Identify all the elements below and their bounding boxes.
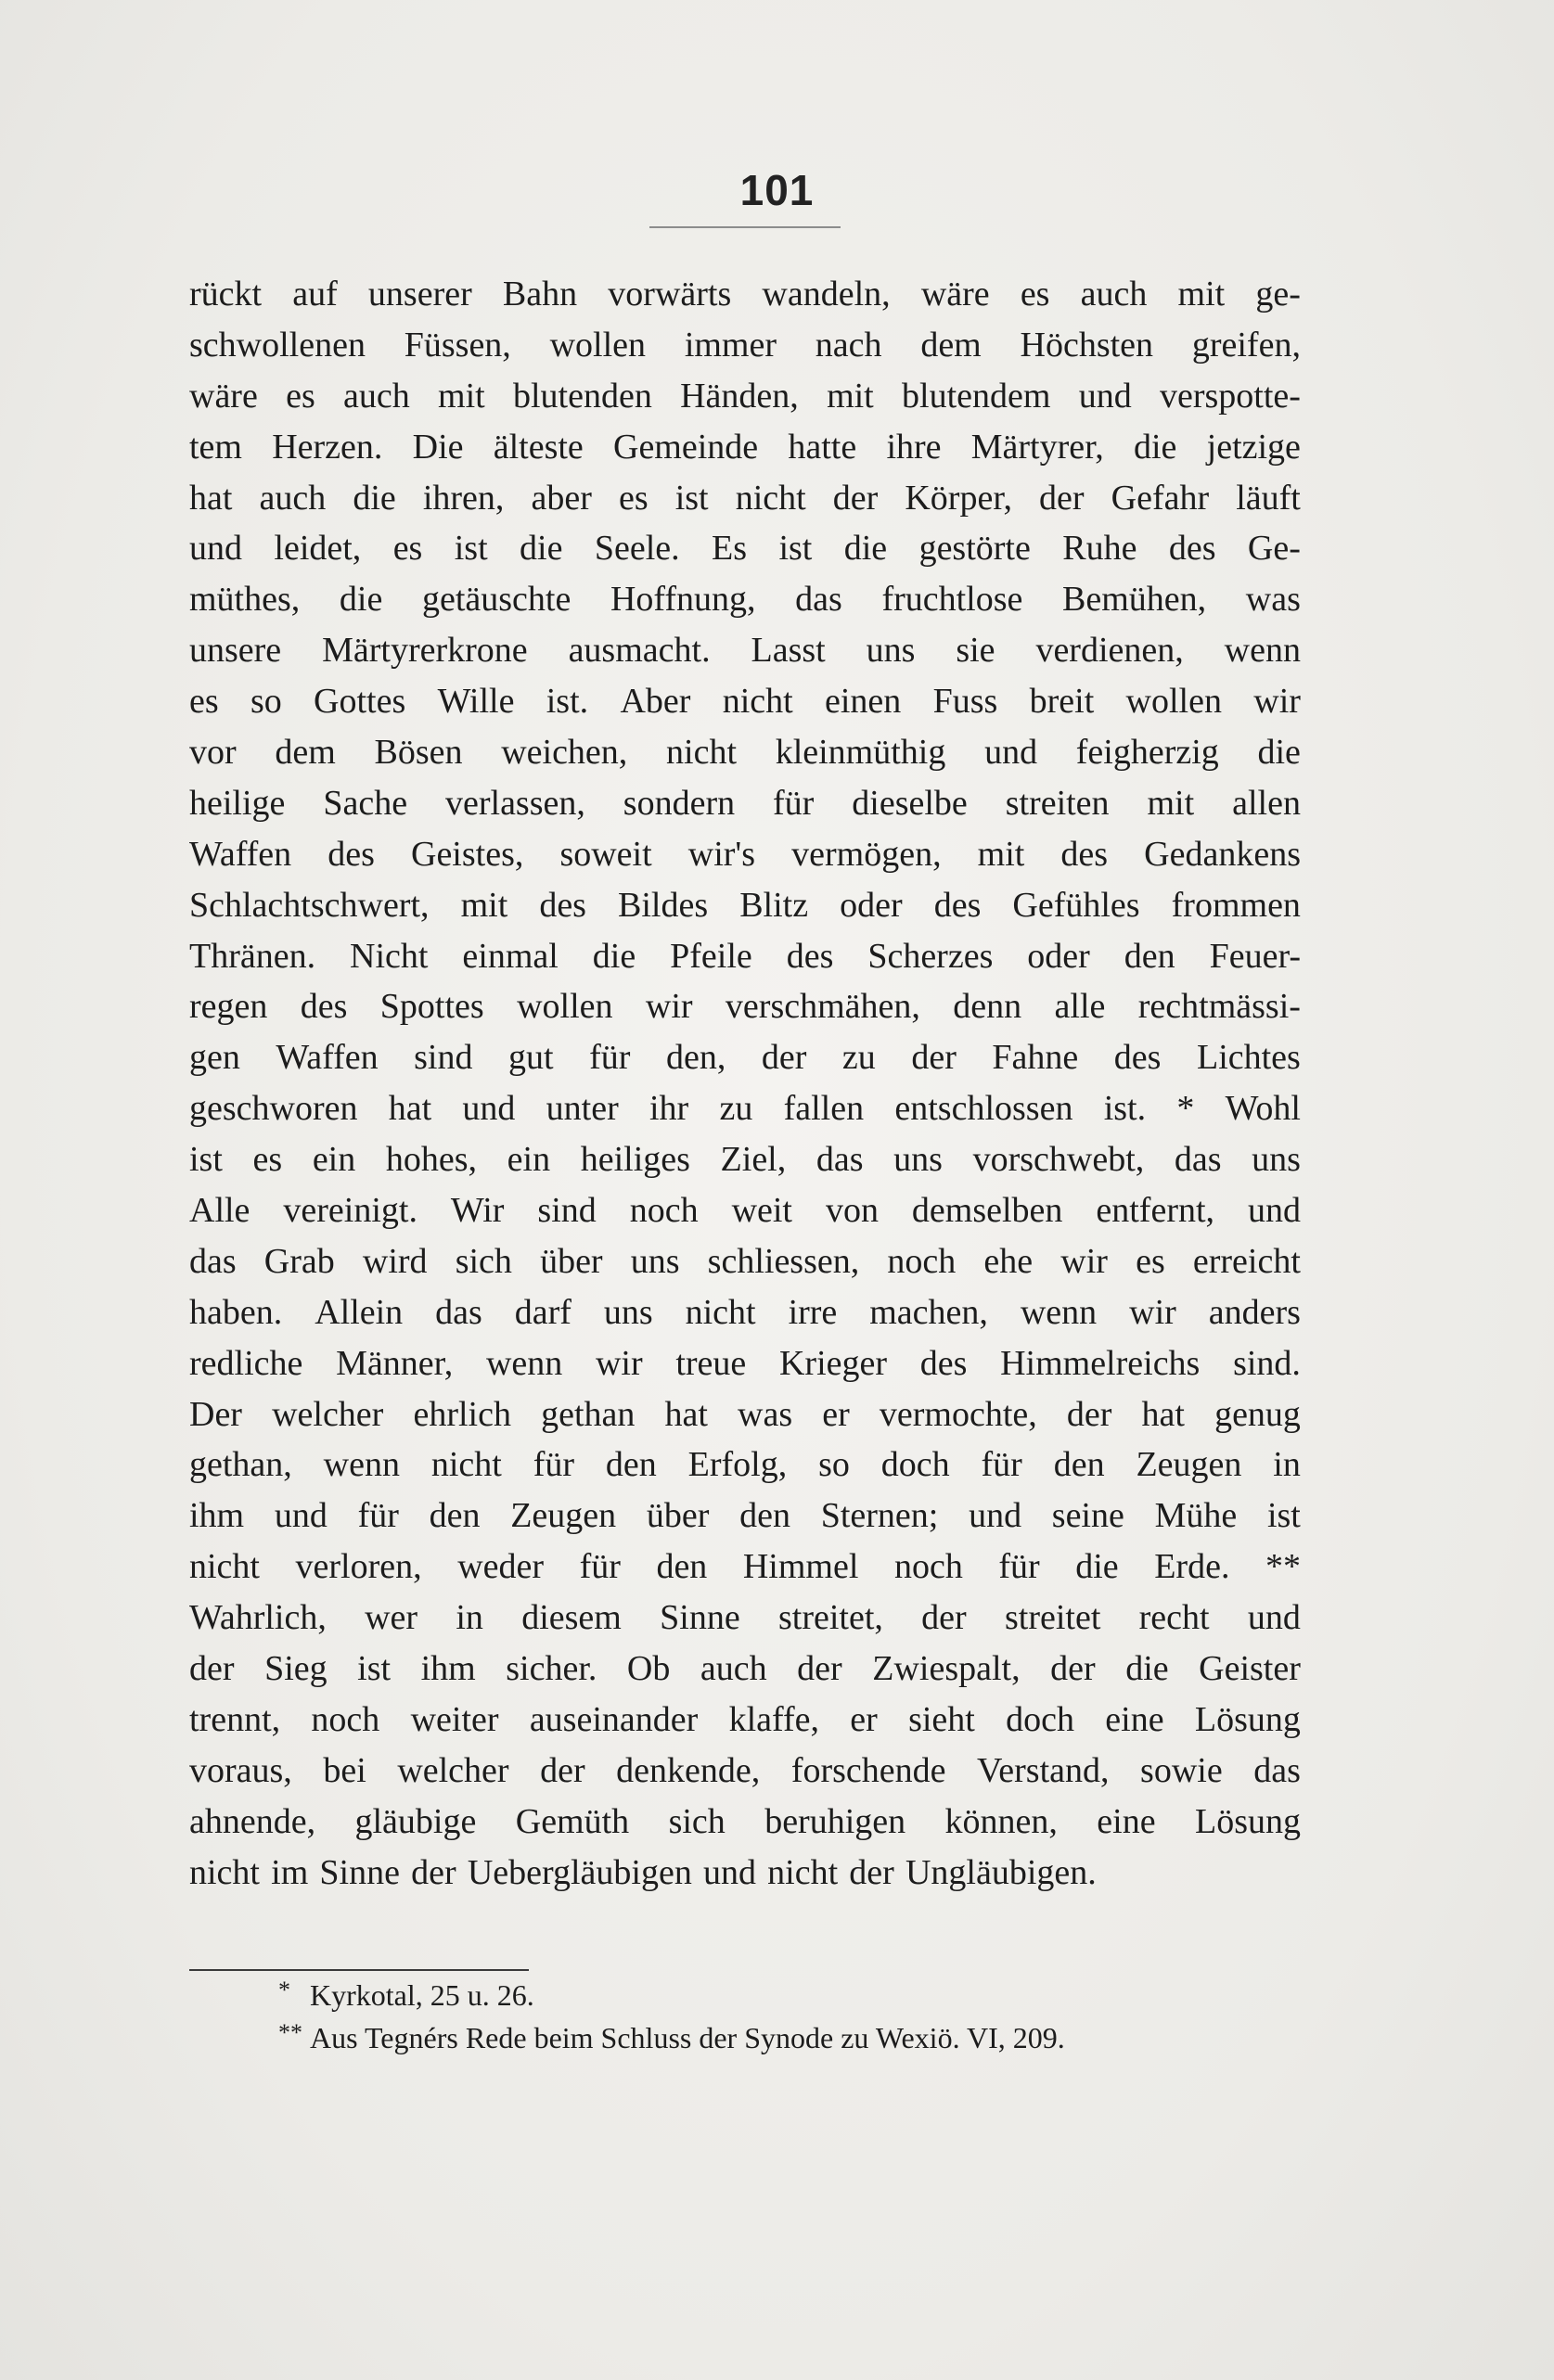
text-line: Wahrlich, wer in diesem Sinne streitet, der streitet recht und xyxy=(189,1598,1301,1638)
text-line: nicht verloren, weder für den Himmel noch für die Erde. ** xyxy=(189,1547,1301,1587)
text-line: schwollenen Füssen, wollen immer nach dem Höchsten greifen, xyxy=(189,325,1301,365)
text-line: heilige Sache verlassen, sondern für dieselbe streiten mit allen xyxy=(189,783,1301,823)
text-line: trennt, noch weiter auseinander klaffe, er sieht doch eine Lösung xyxy=(189,1699,1301,1739)
text-line: ahnende, gläubige Gemüth sich beruhigen können, eine Lösung xyxy=(189,1801,1301,1841)
text-line: vor dem Bösen weichen, nicht kleinmüthig und feigherzig die xyxy=(189,733,1301,773)
text-line: unsere Märtyrerkrone ausmacht. Lasst uns sie verdienen, wenn xyxy=(189,631,1301,671)
text-line: ist es ein hohes, ein heiliges Ziel, das uns vorschwebt, das uns xyxy=(189,1140,1301,1180)
text-line: das Grab wird sich über uns schliessen, noch ehe wir es erreicht xyxy=(189,1241,1301,1281)
footnotes xyxy=(278,1974,1308,2059)
footnote-text: Kyrkotal, 25 u. 26. xyxy=(310,1978,534,2012)
text-line: voraus, bei welcher der denkende, forschende Verstand, sowie das xyxy=(189,1750,1301,1790)
text-line: tem Herzen. Die älteste Gemeinde hatte ihre Märtyrer, die jetzige xyxy=(189,427,1301,467)
text-line: es so Gottes Wille ist. Aber nicht einen Fuss breit wollen wir xyxy=(189,682,1301,722)
text-line: geschworen hat und unter ihr zu fallen entschlossen ist. * Wohl xyxy=(189,1089,1301,1129)
text-line: wäre es auch mit blutenden Händen, mit blutendem und verspotte- xyxy=(189,376,1301,416)
text-line: haben. Allein das darf uns nicht irre machen, wenn wir anders xyxy=(189,1292,1301,1332)
text-line: ihm und für den Zeugen über den Sternen; und seine Mühe ist xyxy=(189,1496,1301,1536)
footnote xyxy=(278,1974,1308,2016)
text-line: regen des Spottes wollen wir verschmähen, denn alle rechtmässi- xyxy=(189,987,1301,1027)
text-line: Waffen des Geistes, soweit wir's vermögen, mit des Gedankens xyxy=(189,834,1301,874)
page-number-rule xyxy=(649,226,841,228)
text-line: der Sieg ist ihm sicher. Ob auch der Zwiespalt, der die Geister xyxy=(189,1649,1301,1689)
footnote-text: Aus Tegnérs Rede beim Schluss der Synode zu Wexiö. VI, 209. xyxy=(310,2021,1065,2054)
page-number: 101 xyxy=(739,166,815,214)
text-line: und leidet, es ist die Seele. Es ist die gestörte Ruhe des Ge- xyxy=(189,529,1301,569)
text-line: Thränen. Nicht einmal die Pfeile des Scherzes oder den Feuer- xyxy=(189,936,1301,976)
text-line: gethan, wenn nicht für den Erfolg, so doch für den Zeugen in xyxy=(189,1445,1301,1485)
footnote-mark: * xyxy=(278,1977,290,2003)
footnote xyxy=(278,2016,1308,2059)
text-line: Schlachtschwert, mit des Bildes Blitz oder des Gefühles frommen xyxy=(189,885,1301,925)
text-line: gen Waffen sind gut für den, der zu der Fahne des Lichtes xyxy=(189,1038,1301,1078)
text-line: müthes, die getäuschte Hoffnung, das fruchtlose Bemühen, was xyxy=(189,580,1301,620)
text-line: nicht im Sinne der Uebergläubigen und nicht der Ungläubigen. xyxy=(189,1852,1097,1892)
text-line: redliche Männer, wenn wir treue Krieger des Himmelreichs sind. xyxy=(189,1343,1301,1383)
text-line: Der welcher ehrlich gethan hat was er vermochte, der hat genug xyxy=(189,1394,1301,1434)
text-line: hat auch die ihren, aber es ist nicht der Körper, der Gefahr läuft xyxy=(189,478,1301,518)
text-line: rückt auf unserer Bahn vorwärts wandeln, wäre es auch mit ge- xyxy=(189,275,1301,313)
body-text xyxy=(189,269,1301,1899)
text-line: Alle vereinigt. Wir sind noch weit von demselben entfernt, und xyxy=(189,1191,1301,1231)
footnote-mark: ** xyxy=(278,2019,302,2046)
footnote-separator xyxy=(189,1969,529,1971)
